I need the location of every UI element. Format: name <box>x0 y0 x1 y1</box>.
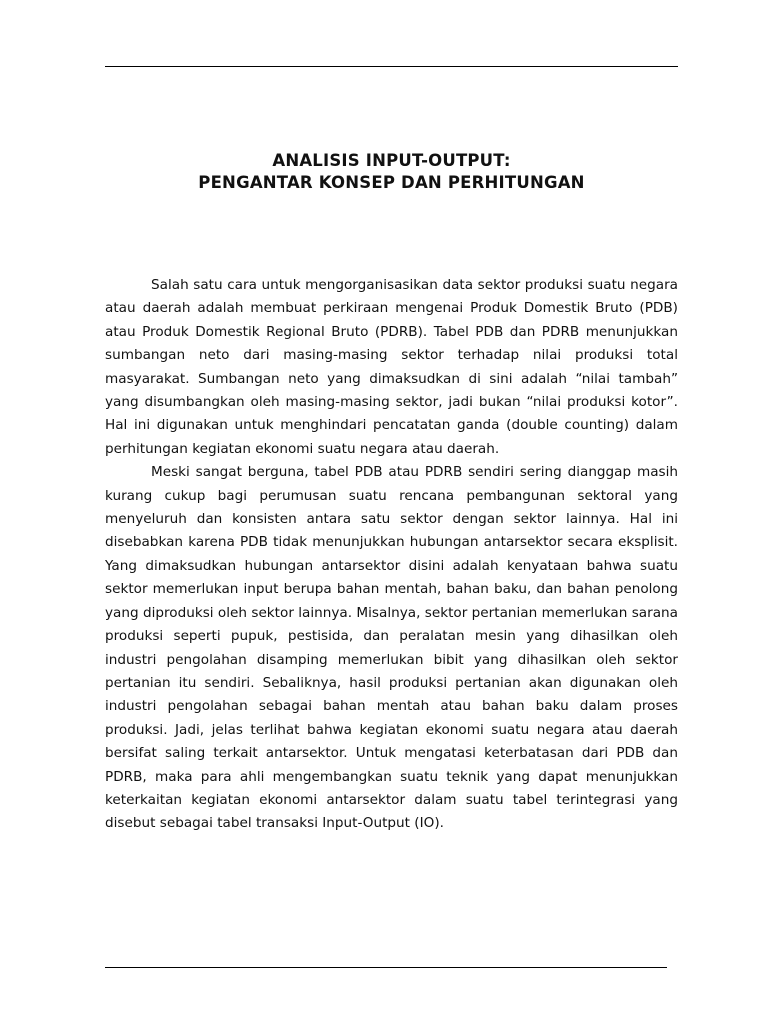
paragraph-1: Salah satu cara untuk mengorganisasikan data sektor produksi suatu negara atau daerah adalah membuat perkiraan mengenai Produk Domestik Bruto (PDB) atau Produk Domestik Regional Bruto (PDRB). Tabel PDB dan PDRB menunjukkan sumbangan neto dari masing-masing sektor terhadap nilai produksi total masyarakat. Sumbangan neto yang dimaksudkan di sini adalah “nilai tambah” yang disumbangkan oleh masing-masing sektor, jadi bukan “nilai produksi kotor”. Hal ini digunakan untuk menghindari pencatatan ganda (double counting) dalam perhitungan kegiatan ekonomi suatu negara atau daerah. <box>105 277 678 457</box>
footer-rule <box>105 967 667 968</box>
paragraph-2: Meski sangat berguna, tabel PDB atau PDRB sendiri sering dianggap masih kurang cukup bagi perumusan suatu rencana pembangunan sektoral yang menyeluruh dan konsisten antara satu sektor dengan sektor lainnya. Hal ini disebabkan karena PDB tidak menunjukkan hubungan antarsektor secara eksplisit. Yang dimaksudkan hubungan antarsektor disini adalah kenyataan bahwa suatu sektor memerlukan input berupa bahan mentah, bahan baku, dan bahan penolong yang diproduksi oleh sektor lainnya. Misalnya, sektor pertanian memerlukan sarana produksi seperti pupuk, pestisida, dan peralatan mesin yang dihasilkan oleh industri pengolahan disamping memerlukan bibit yang dihasilkan oleh sektor pertanian itu sendiri. Sebaliknya, hasil produksi pertanian akan digunakan oleh industri pengolahan sebagai bahan mentah atau bahan baku dalam proses produksi. Jadi, jelas terlihat bahwa kegiatan ekonomi suatu negara atau daerah bersifat saling terkait antarsektor. Untuk mengatasi keterbatasan dari PDB dan PDRB, maka para ahli mengembangkan suatu teknik yang dapat menunjukkan keterkaitan kegiatan ekonomi antarsektor dalam suatu tabel terintegrasi yang disebut sebagai tabel transaksi Input-Output (IO). <box>105 464 678 832</box>
header-rule <box>105 66 678 67</box>
document-title <box>105 150 678 194</box>
title-line-1: ANALISIS INPUT-OUTPUT: <box>272 151 511 170</box>
title-line-2: PENGANTAR KONSEP DAN PERHITUNGAN <box>198 173 585 192</box>
document-body <box>105 274 678 836</box>
